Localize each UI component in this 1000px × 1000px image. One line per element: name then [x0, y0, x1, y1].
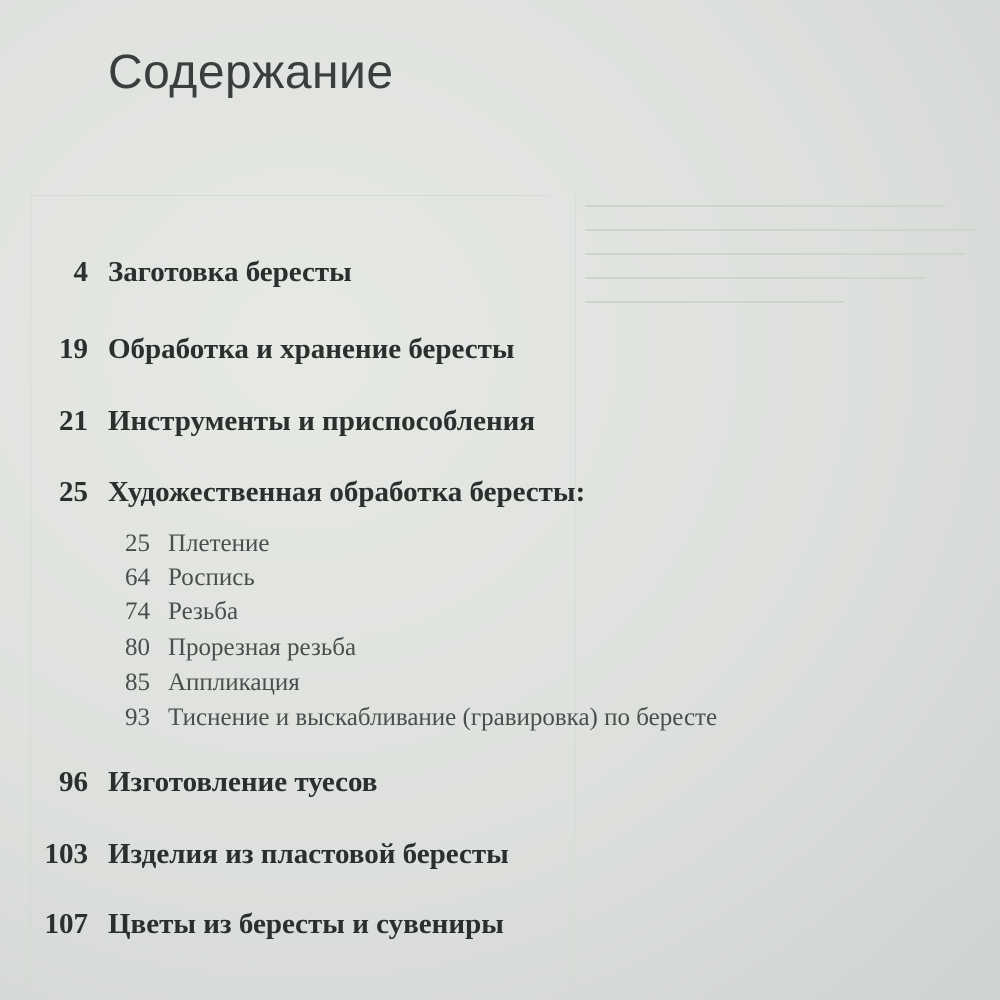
toc-entry-title: Заготовка бересты — [108, 256, 352, 288]
toc-entry-page: 25 — [59, 476, 88, 508]
toc-entry — [0, 766, 960, 806]
toc-entry-page: 21 — [59, 405, 88, 437]
toc-entry-title: Инструменты и приспособления — [108, 405, 536, 437]
toc-entry-title: Изделия из пластовой бересты — [108, 838, 509, 870]
toc-entry-page: 96 — [59, 766, 88, 798]
toc-subentry-page: 85 — [125, 669, 150, 696]
toc-subentry-page: 80 — [125, 634, 150, 661]
toc-subentry-title: Резьба — [168, 598, 239, 625]
toc-subentry-title: Аппликация — [168, 669, 300, 696]
toc-entry-title: Цветы из бересты и сувениры — [108, 908, 504, 940]
toc-entry — [0, 405, 960, 445]
toc-subentry — [0, 669, 960, 701]
toc-subentry-title: Плетение — [168, 530, 270, 557]
toc-entry-page: 103 — [44, 838, 88, 870]
toc-subentry-page: 64 — [125, 564, 150, 591]
toc-subentry-page: 74 — [125, 598, 150, 625]
toc-entry — [0, 908, 960, 948]
toc-entry — [0, 333, 960, 373]
toc-entry-page: 107 — [44, 908, 88, 940]
toc-entry-title: Изготовление туесов — [108, 766, 378, 798]
toc-subentry — [0, 598, 960, 630]
toc-subentry-page: 25 — [125, 530, 150, 557]
toc-subentry — [0, 530, 960, 562]
toc-entry-title: Художественная обработка бересты: — [108, 476, 586, 508]
toc-subentry-page: 93 — [125, 704, 150, 731]
toc-subentry-title: Прорезная резьба — [168, 634, 357, 661]
toc-entry-page: 19 — [59, 333, 88, 365]
toc-entry — [0, 838, 960, 878]
toc-entry-page: 4 — [73, 256, 88, 288]
toc-entry — [0, 256, 960, 296]
toc-subentry — [0, 564, 960, 596]
toc-subentry-title: Роспись — [168, 564, 255, 591]
toc-subentry-title: Тиснение и выскабливание (гравировка) по бересте — [168, 704, 718, 731]
toc-entry-title: Обработка и хранение бересты — [108, 333, 515, 365]
page-title: Содержание — [108, 46, 394, 99]
toc-entry — [0, 476, 960, 516]
toc-subentry — [0, 634, 960, 666]
toc-subentry — [0, 704, 960, 736]
